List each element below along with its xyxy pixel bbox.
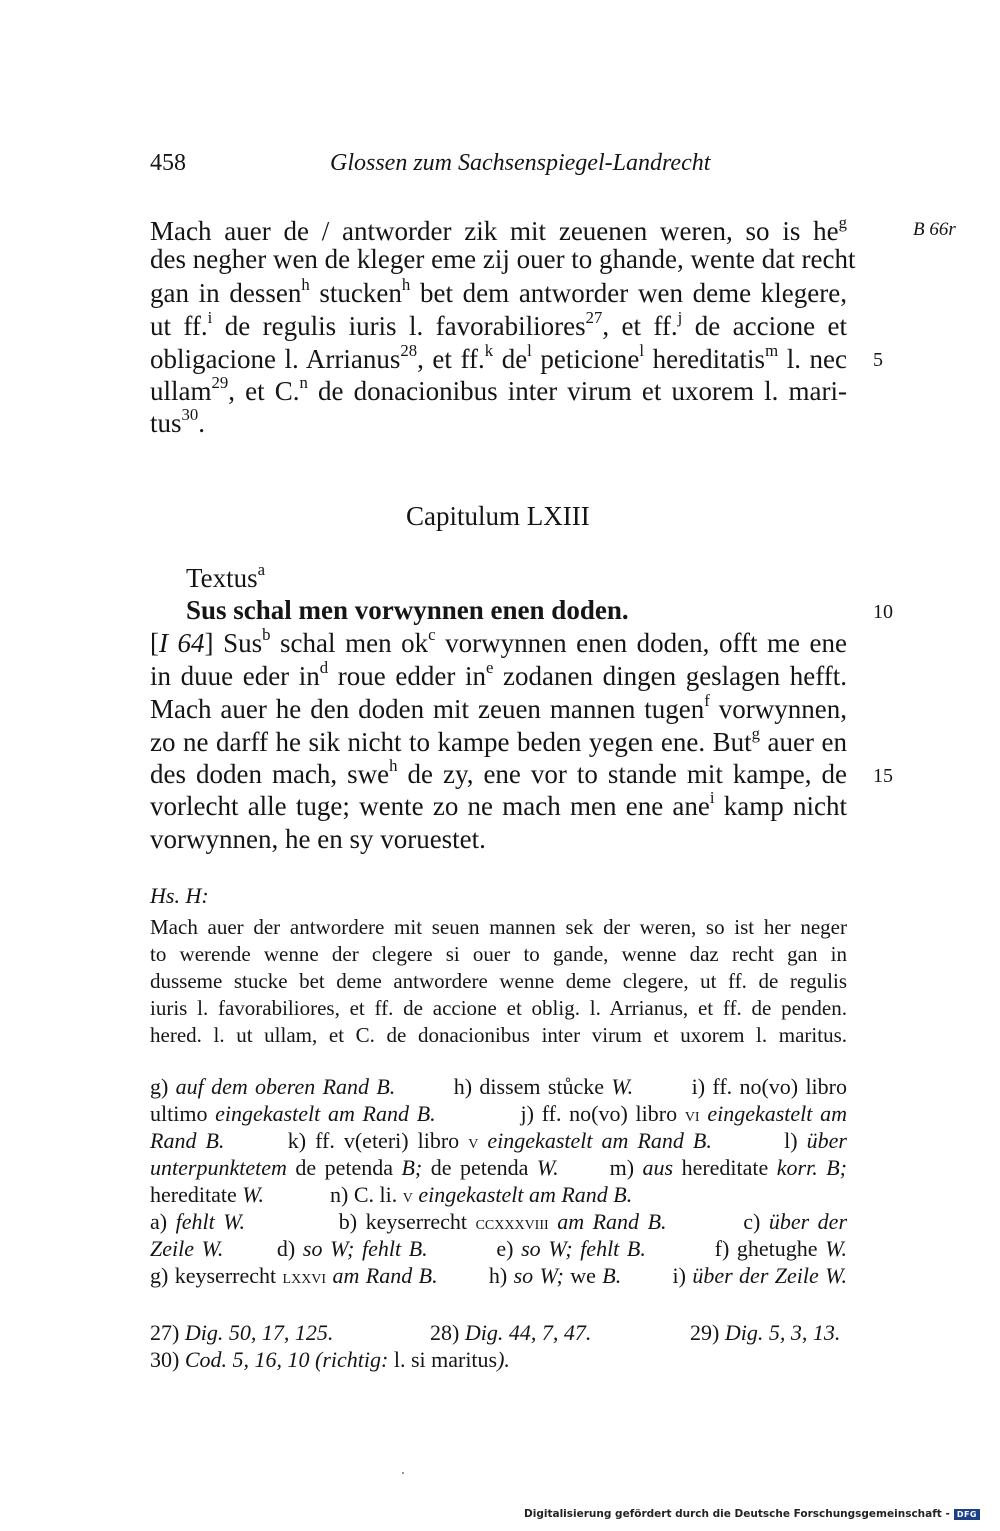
manuscript-label: Hs. H:: [150, 883, 209, 908]
source-ref-29: 29) Dig. 5, 3, 13.: [690, 1320, 841, 1345]
apparatus-line-6: a) fehlt W. b) keyserrecht ccxxxviii am Rand B. c) über der: [150, 1209, 848, 1234]
hs-line-3: dusseme stucke bet deme antwordere wenne deme clegere, ut ff. de regulis: [150, 969, 847, 993]
line-number-15: 15: [873, 765, 893, 787]
hs-line-4: iuris l. favorabiliores, et ff. de accione et oblig. l. Arrianus, et ff. de penden.: [150, 996, 847, 1020]
apparatus-line-8: g) keyserrecht lxxvi am Rand B. h) so W; we B. i) über der Zeile W.: [150, 1263, 848, 1288]
digitization-credit: [524, 1508, 980, 1520]
gloss-line-4: ut ff.$^i$ de regulis iuris l. favorabiliores$^{27}$, et ff.$^j$ de accione et: [150, 307, 847, 341]
textus-heading: Textus$^a$: [186, 559, 266, 593]
chapter-title: Capitulum LXIII: [406, 501, 590, 531]
gloss-line-2: des negher wen de kleger eme zij ouer to ghande, wente dat recht: [150, 244, 856, 274]
scan-speck: [402, 1472, 404, 1474]
margin-note: B 66r: [913, 219, 956, 240]
rubric: Sus schal men vorwynnen enen doden.: [186, 595, 629, 625]
apparatus-line-4: unterpunktetem de petenda B; de petenda W. m) aus hereditate korr. B;: [150, 1155, 847, 1180]
dfg-logo-icon: DFG: [954, 1509, 980, 1520]
source-ref-30: 30) Cod. 5, 16, 10 (richtig: l. si maritus).: [150, 1347, 510, 1372]
source-ref-27: 27) Dig. 50, 17, 125.: [150, 1320, 334, 1345]
apparatus-line-3: Rand B. k) ff. v(eteri) libro v eingekastelt am Rand B. l) über: [150, 1128, 847, 1153]
text-line-5: des doden mach, swe$^h$ de zy, ene vor to stande mit kampe, de: [150, 755, 848, 789]
text-line-7: vorwynnen, he en sy voruestet.: [150, 824, 486, 854]
apparatus-line-5: hereditate W. n) C. li. v eingekastelt am Rand B.: [150, 1182, 633, 1207]
hs-line-1: Mach auer der antwordere mit seuen mannen sek der weren, so ist her neger: [150, 915, 847, 939]
text-line-3: Mach auer he den doden mit zeuen mannen tugen$^f$ vorwynnen,: [150, 690, 847, 724]
line-number-10: 10: [873, 601, 893, 623]
line-number-5: 5: [873, 349, 883, 371]
gloss-line-7: tus$^{30}$.: [150, 404, 205, 438]
gloss-line-5: obligacione l. Arrianus$^{28}$, et ff.$^k$ $de^l$ peticione$^l$ hereditatis$^m$ l. nec: [150, 340, 847, 374]
gloss-line-6: ullam$^{29}$, et C.$^n$ de donacionibus inter virum et uxorem l. mari-: [150, 372, 847, 406]
source-ref-28: 28) Dig. 44, 7, 47.: [430, 1320, 592, 1345]
gloss-line-1: Mach auer de / antworder zik mit zeuenen weren, so is $he^g$: [150, 212, 847, 246]
apparatus-line-2: ultimo eingekastelt am Rand B. j) ff. no(vo) libro vi eingekastelt am: [150, 1101, 847, 1126]
page-number: 458: [150, 150, 186, 176]
hs-line-5: hered. l. ut ullam, et C. de donacionibus inter virum et uxorem l. maritus.: [150, 1023, 847, 1047]
apparatus-line-7: Zeile W. d) so W; fehlt B. e) so W; fehlt B. f) ghetughe W.: [150, 1236, 848, 1261]
credit-text: Digitalisierung gefördert durch die Deutsche Forschungsgemeinschaft -: [524, 1508, 950, 1520]
gloss-line-3: gan in dessen$^h$ stucken$^h$ bet dem antworder wen deme klegere,: [150, 274, 847, 308]
apparatus-line-1: g) auf dem oberen Rand B. h) dissem stůcke W. i) ff. no(vo) libro: [150, 1074, 847, 1099]
text-line-2: in duue eder $in^d$ roue edder $in^e$ zodanen dingen geslagen hefft.: [150, 657, 847, 691]
text-line-1: [I 64] Sus$^b$ schal men $ok^c$ vorwynnen enen doden, offt me ene: [150, 624, 848, 658]
text-line-4: zo ne darff he sik nicht to kampe beden yegen ene. But$^g$ auer en: [150, 723, 847, 757]
hs-line-2: to werende wenne der clegere si ouer to gande, wenne daz recht gan in: [150, 942, 847, 966]
running-title: Glossen zum Sachsenspiegel-Landrecht: [330, 150, 711, 176]
text-line-6: vorlecht alle tuge; wente zo ne mach men ene ane$^i$ kamp nicht: [150, 787, 847, 821]
